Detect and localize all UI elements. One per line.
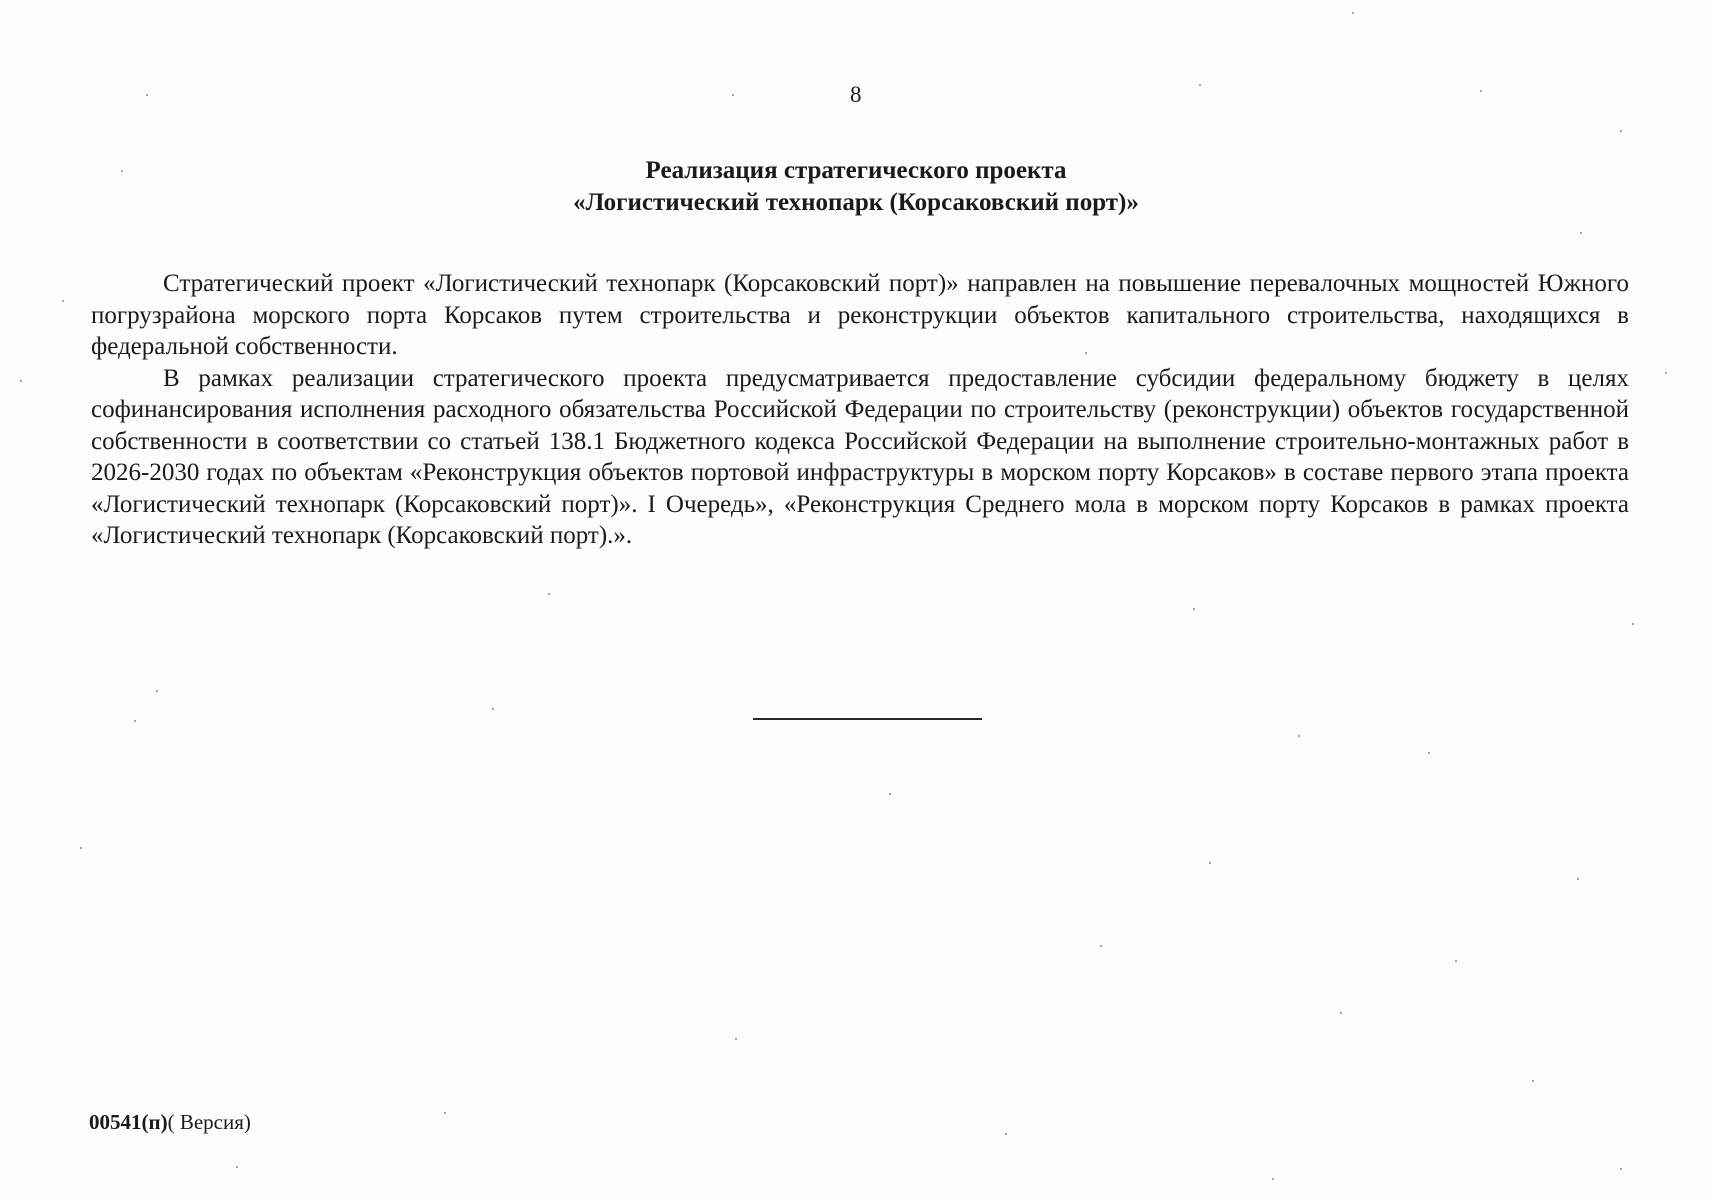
separator-line [753,718,982,720]
scan-speck [1199,84,1201,86]
scan-speck [1209,862,1211,864]
title-line-2: «Логистический технопарк (Корсаковский порт)» [573,189,1139,216]
scan-speck [1298,735,1300,737]
document-title [0,155,1712,219]
scan-speck [444,1112,446,1114]
scan-speck [492,708,494,710]
scan-speck [134,720,136,722]
scan-speck [1620,1168,1622,1170]
scan-speck [146,94,148,96]
scan-speck [1100,945,1102,947]
scan-speck [548,593,550,595]
footer-document-code [89,1110,251,1135]
scan-speck [889,793,891,795]
scan-speck [1532,1080,1534,1082]
scan-speck [1632,623,1634,625]
page-number: 8 [850,82,862,107]
paragraph-1: Стратегический проект «Логистический технопарк (Корсаковский порт)» направлен на повышение перевалочных мощностей Южного погрузрайона морского порта Корсаков путем строительства и реконструкции объектов капитального строительства, находящихся в федеральной собственности. [91,270,1629,360]
scan-speck [1480,90,1482,92]
scan-speck [1085,352,1087,354]
scan-speck [732,94,734,96]
title-line-1: Реализация стратегического проекта [645,157,1067,184]
scan-speck [1665,372,1667,374]
scan-speck [1580,232,1582,234]
scan-speck [20,380,22,382]
scan-speck [1340,1012,1342,1014]
scan-speck [62,300,64,302]
scan-speck [1455,960,1457,962]
paragraph-2: В рамках реализации стратегического проекта предусматривается предоставление субсидии федеральному бюджету в целях софинансирования исполнения расходного обязательства Российской Федерации по строительству (реконструкции) объектов государственной собственности в соответствии со статьей 138.1 Бюджетного кодекса Российской Федерации на выполнение строительно-монтажных работ в 2026-2030 годах по объектам «Реконструкция объектов портовой инфраструктуры в морском порту Корсаков» в составе первого этапа проекта «Логистический технопарк (Корсаковский порт)». I Очередь», «Реконструкция Среднего мола в морском порту Корсаков в рамках проекта «Логистический технопарк (Корсаковский порт).». [91,364,1629,549]
scan-speck [1352,12,1354,14]
document-body [91,268,1629,552]
scan-speck [80,847,82,849]
scan-speck [1620,130,1622,132]
scan-speck [1272,1178,1274,1180]
footer-version: ( Версия) [167,1110,251,1134]
scan-speck [1577,878,1579,880]
scan-speck [1193,608,1195,610]
footer-code: 00541(п) [89,1110,168,1134]
scan-speck [236,1166,238,1168]
scan-speck [735,1038,737,1040]
scan-speck [1428,752,1430,754]
scan-speck [156,690,158,692]
scan-speck [1005,1133,1007,1135]
scan-speck [121,170,123,172]
